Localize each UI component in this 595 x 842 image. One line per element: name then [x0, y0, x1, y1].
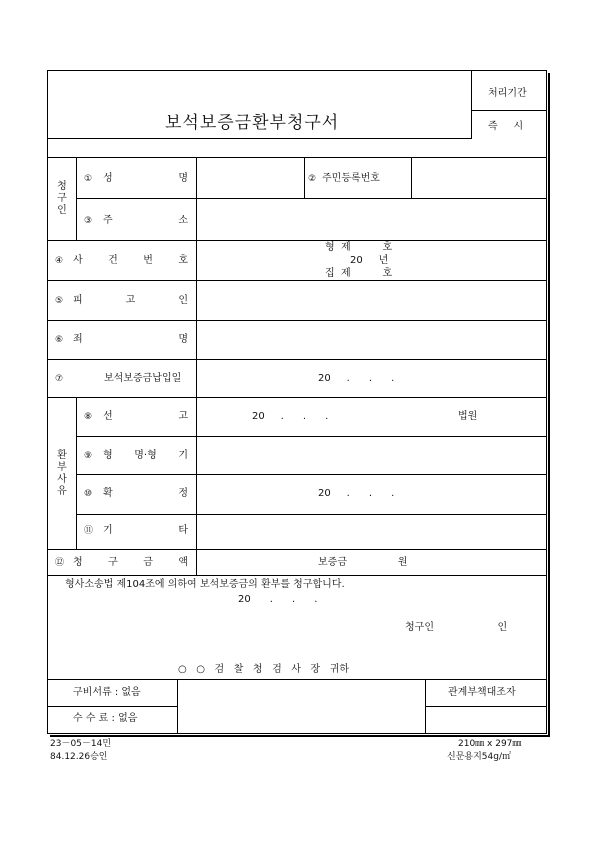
name-label: 성 명	[103, 173, 188, 184]
field-num-9: ⑨	[84, 451, 93, 461]
field-num-6: ⑥	[55, 335, 64, 345]
claimant-group-label: 청 구 인	[57, 181, 67, 216]
field-num-7: ⑦	[55, 374, 64, 384]
case-number-label: 사 건 번 호	[73, 255, 188, 266]
case-number-line2: 20 년	[350, 255, 389, 266]
finalization-date-value: 20 . . .	[318, 488, 395, 499]
case-number-line1: 형 제 호	[325, 242, 393, 253]
field-num-2: ②	[308, 174, 317, 184]
field-num-3: ③	[84, 216, 93, 226]
field-num-4: ④	[55, 256, 64, 266]
sentence-date-value: 20 . . .	[252, 411, 329, 422]
id-number-label: 주민등록번호	[322, 173, 380, 184]
field-num-10: ⑩	[84, 489, 93, 499]
reviewer-label: 관계부책대조자	[448, 687, 516, 698]
execution-label: 형 명·형 기	[103, 450, 188, 461]
sentence-label: 선 고	[103, 411, 188, 422]
field-num-8: ⑧	[84, 412, 93, 422]
address-label: 주 소	[103, 215, 188, 226]
crime-label: 죄 명	[73, 334, 188, 345]
field-num-5: ⑤	[55, 296, 64, 306]
claim-amount-label: 청 구 금 액	[73, 557, 188, 568]
footer-approval: 84.12.26승인	[50, 752, 108, 762]
process-period-label: 처리기간	[488, 88, 527, 99]
attachments-label: 구비서류 : 없음	[73, 687, 141, 698]
case-number-line3: 집 제 호	[325, 268, 393, 279]
addressee: ○ ○ 검 찰 청 검 사 장 귀하	[178, 664, 350, 675]
field-num-11: ⑪	[84, 526, 94, 536]
other-label: 기 타	[103, 525, 188, 536]
refund-reason-group-label: 환 부 사 유	[57, 450, 67, 497]
defendant-label: 피 고 인	[73, 295, 188, 306]
field-num-12: ⑫	[55, 558, 65, 568]
sentence-court: 법원	[458, 411, 478, 422]
footer-paper-size: 210㎜ x 297㎜	[458, 739, 522, 749]
form-frame	[47, 70, 547, 734]
claimant-signature: 청구인 인	[405, 622, 508, 633]
date-line: 20 . . .	[238, 594, 318, 605]
field-num-1: ①	[84, 174, 93, 184]
bail-payment-date-label: 보석보증금납입일	[104, 373, 182, 384]
form-title: 보석보증금환부청구서	[165, 113, 340, 133]
statement-text: 형사소송법 제104조에 의하여 보석보증금의 환부를 청구합니다.	[65, 579, 345, 590]
claim-amount-value: 보증금 원	[318, 557, 408, 568]
footer-form-number: 23－05－14민	[50, 739, 112, 749]
bail-payment-date-value: 20 . . .	[318, 373, 395, 384]
process-period-value: 즉 시	[488, 121, 524, 132]
finalization-label: 확 정	[103, 488, 188, 499]
footer-paper-type: 신문용지54g/㎡	[447, 752, 511, 762]
fee-label: 수 수 료 : 없음	[73, 713, 138, 724]
